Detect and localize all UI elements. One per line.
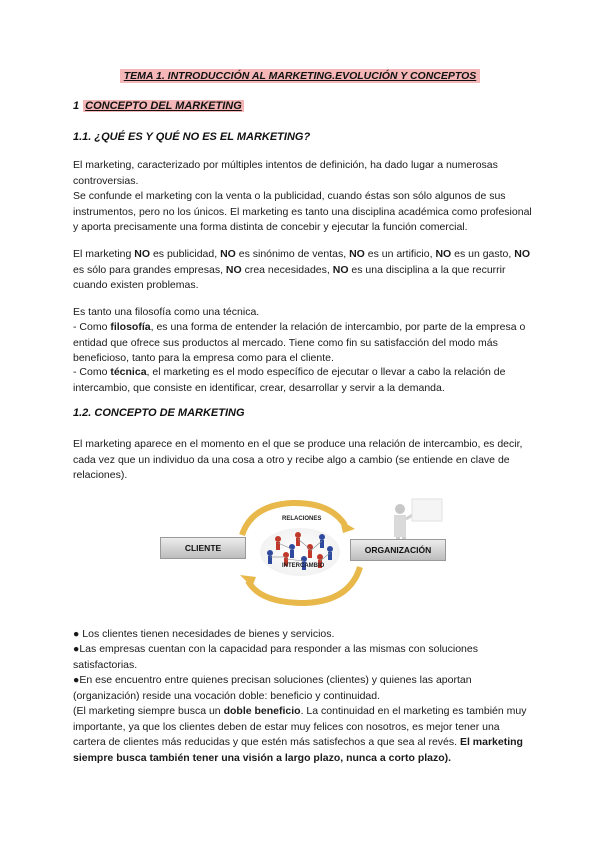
bullet-3: ●En ese encuentro entre quienes precisan soluciones (clientes) y quienes las aportan (organización) reside una vocación doble: beneficio y continuidad. bbox=[73, 674, 472, 702]
subsection-heading-1-1: 1.1. ¿QUÉ ES Y QUÉ NO ES EL MARKETING? bbox=[73, 131, 311, 143]
paragraph-4: Es tanto una filosofía como una técnica. bbox=[73, 306, 260, 318]
organization-box: ORGANIZACIÓN bbox=[350, 539, 446, 561]
section-label: CONCEPTO DEL MARKETING bbox=[85, 100, 242, 112]
exchange-diagram bbox=[160, 495, 445, 615]
paragraph-3: El marketing NO es publicidad, NO es sinónimo de ventas, NO es un artificio, NO es un gasto, NO es sólo para grandes empresas, NO crea necesidades, NO es una disciplina a la que recurrir cuando existen problemas. bbox=[73, 248, 530, 292]
document-title: TEMA 1. INTRODUCCIÓN AL MARKETING.EVOLUCIÓN Y CONCEPTOS bbox=[0, 70, 600, 82]
paragraph-2: Se confunde el marketing con la venta o la publicidad, cuando éstas son sólo algunos de sus instrumentos, pero no los únicos. El marketing es tanto una disciplina académica como profesional y aporta precisamente una forma distinta de concebir y ejecutar la función comercial. bbox=[73, 190, 532, 234]
paragraph-8: (El marketing siempre busca un doble beneficio. La continuidad en el marketing es también muy importante, ya que los clientes deben de estar muy felices con nosotros, es mejor tener una cartera de clientes más reducidas y que estén más satisfechos a que sea al revés. El marketing siempre busca también tener una visión a largo plazo, nunca a corto plazo). bbox=[73, 705, 527, 764]
relations-label: RELACIONES bbox=[282, 516, 322, 522]
paragraph-6: - Como técnica, el marketing es el modo específico de ejecutar o llevar a cabo la relación de intercambio, que consiste en identificar, crear, desarrollar y servir a la demanda. bbox=[73, 366, 506, 394]
paragraph-5: - Como filosofía, es una forma de entender la relación de intercambio, por parte de la empresa o entidad que ofrece sus productos al mercado. Tiene como fin su satisfacción del modo más beneficioso, tanto para la empresa como para el cliente. bbox=[73, 321, 526, 365]
paragraph-7: El marketing aparece en el momento en el que se produce una relación de intercambio, es decir, cada vez que un individuo da una cosa a otro y recibe algo a cambio (se entiende en clave de relaciones). bbox=[73, 438, 523, 482]
section-heading bbox=[73, 100, 244, 112]
paragraph-1: El marketing, caracterizado por múltiples intentos de definición, ha dado lugar a numerosas controversias. bbox=[73, 159, 498, 187]
bullet-2: ●Las empresas cuentan con la capacidad para responder a las mismas con soluciones satisfactorias. bbox=[73, 643, 478, 671]
subsection-heading-1-2: 1.2. CONCEPTO DE MARKETING bbox=[73, 407, 245, 419]
client-box: CLIENTE bbox=[160, 537, 246, 559]
bullet-1: ● Los clientes tienen necesidades de bienes y servicios. bbox=[73, 628, 335, 640]
exchange-label: INTERCAMBIO bbox=[282, 563, 325, 569]
section-number: 1 bbox=[73, 100, 80, 112]
